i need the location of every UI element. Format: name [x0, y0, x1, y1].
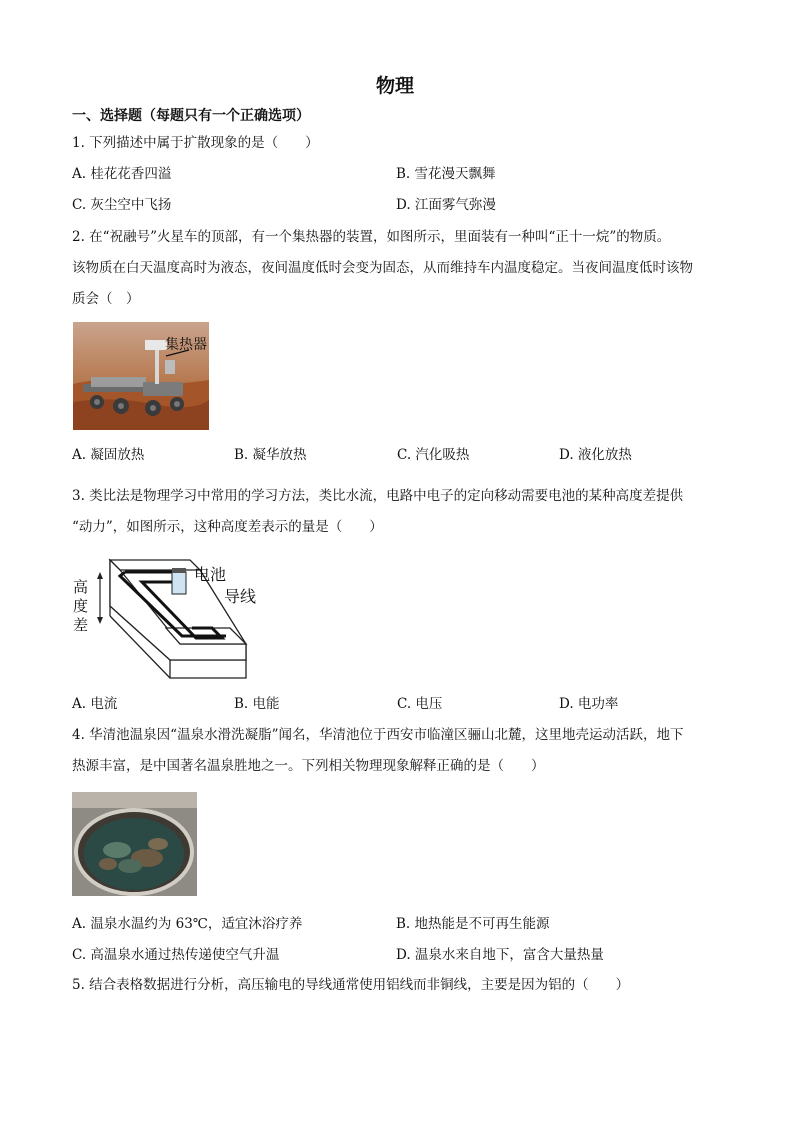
- q4-stem-line2: 热源丰富，是中国著名温泉胜地之一。下列相关物理现象解释正确的是（ ）: [72, 758, 545, 774]
- q1-option-b[interactable]: B. 雪花漫天飘舞: [396, 166, 496, 182]
- q2-stem-line3: 质会（ ）: [72, 291, 140, 307]
- q4-option-b[interactable]: B. 地热能是不可再生能源: [396, 916, 550, 932]
- q4-option-a[interactable]: A. 温泉水温约为 63℃，适宜沐浴疗养: [72, 916, 303, 932]
- q3-stem-line1: 3. 类比法是物理学习中常用的学习方法，类比水流，电路中电子的定向移动需要电池的某种高度差提供: [72, 488, 684, 504]
- q3-option-a[interactable]: A. 电流: [72, 696, 118, 712]
- q1-stem: 1. 下列描述中属于扩散现象的是（ ）: [72, 135, 319, 151]
- collector-label: 集热器: [165, 337, 207, 353]
- q2-option-d[interactable]: D. 液化放热: [559, 447, 632, 463]
- q5-stem-line1: 5. 结合表格数据进行分析，高压输电的导线通常使用铝线而非铜线，主要是因为铝的（ ）: [72, 977, 630, 993]
- q1-option-d[interactable]: D. 江面雾气弥漫: [396, 197, 496, 213]
- height-difference-figure: [70, 558, 270, 682]
- q4-option-c[interactable]: C. 高温泉水通过热传递使空气升温: [72, 947, 280, 963]
- q3-option-b[interactable]: B. 电能: [234, 696, 280, 712]
- mars-rover-figure: [73, 322, 209, 430]
- q2-option-c[interactable]: C. 汽化吸热: [397, 447, 470, 463]
- q2-stem-line1: 2. 在“祝融号”火星车的顶部，有一个集热器的装置，如图所示，里面装有一种叫“正十一烷”的物质。: [72, 229, 671, 245]
- battery-label: 电池: [194, 565, 227, 584]
- q1-option-c[interactable]: C. 灰尘空中飞扬: [72, 197, 172, 213]
- page-title: 物理: [376, 75, 415, 97]
- hot-spring-figure: [72, 792, 197, 896]
- section-heading: 一、选择题（每题只有一个正确选项）: [72, 108, 310, 124]
- height-difference-label: 高度差: [73, 578, 89, 634]
- q3-option-c[interactable]: C. 电压: [397, 696, 443, 712]
- q4-stem-line1: 4. 华清池温泉因“温泉水滑洗凝脂”闻名，华清池位于西安市临潼区骊山北麓，这里地壳运动活跃，地下: [72, 727, 684, 743]
- q2-option-a[interactable]: A. 凝固放热: [72, 447, 145, 463]
- q4-option-d[interactable]: D. 温泉水来自地下，富含大量热量: [396, 947, 604, 963]
- q2-stem-line2: 该物质在白天温度高时为液态，夜间温度低时会变为固态，从而维持车内温度稳定。当夜间温度低时该物: [72, 260, 693, 276]
- q1-option-a[interactable]: A. 桂花花香四溢: [72, 166, 172, 182]
- wire-label: 导线: [224, 587, 257, 606]
- q3-option-d[interactable]: D. 电功率: [559, 696, 619, 712]
- q2-option-b[interactable]: B. 凝华放热: [234, 447, 307, 463]
- q3-stem-line2: “动力”，如图所示，这种高度差表示的量是（ ）: [72, 519, 383, 535]
